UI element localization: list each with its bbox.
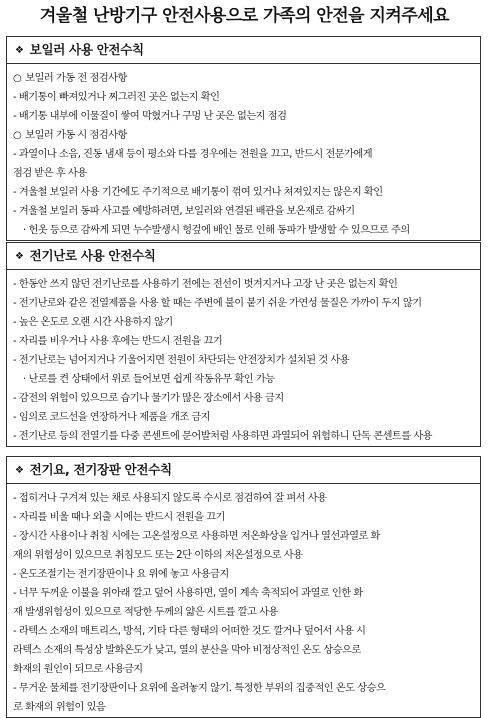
electric-heater-safety-section	[6, 242, 481, 447]
section-heading-text: 전기요, 전기장판 안전수칙	[29, 462, 172, 477]
list-item: - 과열이나 소음, 진동 냄새 등이 평소와 다를 경우에는 전원을 끄고, 반드시 전문가에게	[13, 149, 373, 160]
list-item: - 전기난로와 같은 전열제품을 사용 할 때는 주변에 불이 붙기 쉬운 가연성 물질은 가까이 두지 않기	[13, 298, 422, 309]
section-body	[7, 270, 480, 446]
list-item: 라텍스 소재의 특성상 발화온도가 낮고, 열의 분산을 막아 비정상적인 온도 상승으로	[13, 645, 361, 656]
list-item: · 난로를 켠 상태에서 위로 들어보면 쉽게 작동유무 확인 가능	[23, 374, 275, 385]
list-item: 재의 위험성이 있으므로 취침모드 또는 2단 이하의 저온설정으로 사용	[13, 550, 303, 561]
section-heading	[7, 243, 480, 270]
list-item: 로 화재의 위험이 있음	[13, 702, 106, 713]
list-item: - 자리를 비우거나 사용 후에는 반드시 전원을 끄기	[13, 336, 223, 347]
list-item: - 자리를 비울 때나 외출 시에는 반드시 전원을 끄기	[13, 512, 225, 523]
list-item: - 전기난로 등의 전열기를 다중 콘센트에 문어발처럼 사용하면 과열되어 위험하니 단독 콘센트를 사용	[13, 431, 433, 442]
section-body	[7, 484, 480, 717]
list-item: - 무거운 물체를 전기장판이나 요위에 올려놓지 않기. 특정한 부위의 집중적인 온도 상승으	[13, 683, 386, 694]
list-item: 화재의 원인이 되므로 사용금지	[13, 664, 143, 675]
list-item: - 높은 온도로 오랜 시간 사용하지 않기	[13, 317, 173, 328]
list-item: - 장시간 사용이나 취침 시에는 고온설정으로 사용하면 저온화상을 입거나 열선과열로 화	[13, 531, 380, 542]
list-item: · 헌옷 등으로 감싸게 되면 누수발생시 헝겊에 배인 물로 인해 동파가 발생할 수 있으므로 주의	[23, 225, 410, 236]
list-item: - 너무 두꺼운 이불을 위아래 깔고 덮어 사용하면, 열이 계속 축적되어 과열로 인한 화	[13, 588, 363, 599]
list-item: - 겨울철 보일러 동파 사고를 예방하려면, 보일러와 연결된 배관을 보온재로 감싸기	[13, 206, 355, 217]
section-body	[7, 64, 480, 240]
list-item: - 임의로 코드선을 연장하거나 제품을 개조 금지	[13, 412, 211, 423]
list-item: 재 발생위험성이 있으므로 적당한 두께의 얇은 시트를 깔고 사용	[13, 607, 278, 618]
section-heading	[7, 37, 480, 64]
diamond-bullet-icon: ❖	[15, 465, 24, 476]
list-item: - 배기통 내부에 이물질이 쌓여 막혔거나 구멍 난 곳은 없는지 점검	[13, 111, 287, 122]
section-heading-text: 보일러 사용 안전수칙	[29, 42, 144, 57]
electric-blanket-safety-section	[6, 456, 481, 718]
list-item: ○ 보일러 가동 시 점검사항	[13, 126, 476, 145]
section-heading	[7, 457, 480, 484]
list-item: - 겨울철 보일러 사용 기간에도 주기적으로 배기통이 꺾여 있거나 쳐져있지는 않은지 확인	[13, 187, 383, 198]
list-item: - 배기통이 빠져있거나 찌그러진 곳은 없는지 확인	[13, 92, 220, 103]
boiler-safety-section	[6, 36, 481, 241]
list-item: 점검 받은 후 사용	[13, 168, 87, 179]
list-item: - 감전의 위험이 있으므로 습기나 물기가 많은 장소에서 사용 금지	[13, 393, 284, 404]
list-item: - 한동안 쓰지 않던 전기난로를 사용하기 전에는 전선이 벗겨지거나 고장 난 곳은 없는지 확인	[13, 279, 398, 290]
diamond-bullet-icon: ❖	[15, 45, 24, 56]
list-item: - 접히거나 구겨져 있는 채로 사용되지 않도록 수시로 점검하여 잘 펴서 사용	[13, 493, 327, 504]
list-item: ○ 보일러 가동 전 점검사항	[13, 69, 476, 88]
page-title: 겨울철 난방기구 안전사용으로 가족의 안전을 지켜주세요	[39, 6, 450, 26]
list-item: - 전기난로는 넘어지거나 기울어지면 전원이 차단되는 안전장치가 설치된 것 사용	[13, 355, 350, 366]
list-item: - 라텍스 소재의 매트리스, 방석, 기타 다른 형태의 어떠한 것도 깔거나 덮어서 사용 시	[13, 626, 366, 637]
diamond-bullet-icon: ❖	[15, 251, 24, 262]
section-heading-text: 전기난로 사용 안전수칙	[29, 248, 156, 263]
list-item: - 온도조절기는 전기장판이나 요 위에 놓고 사용금지	[13, 569, 229, 580]
